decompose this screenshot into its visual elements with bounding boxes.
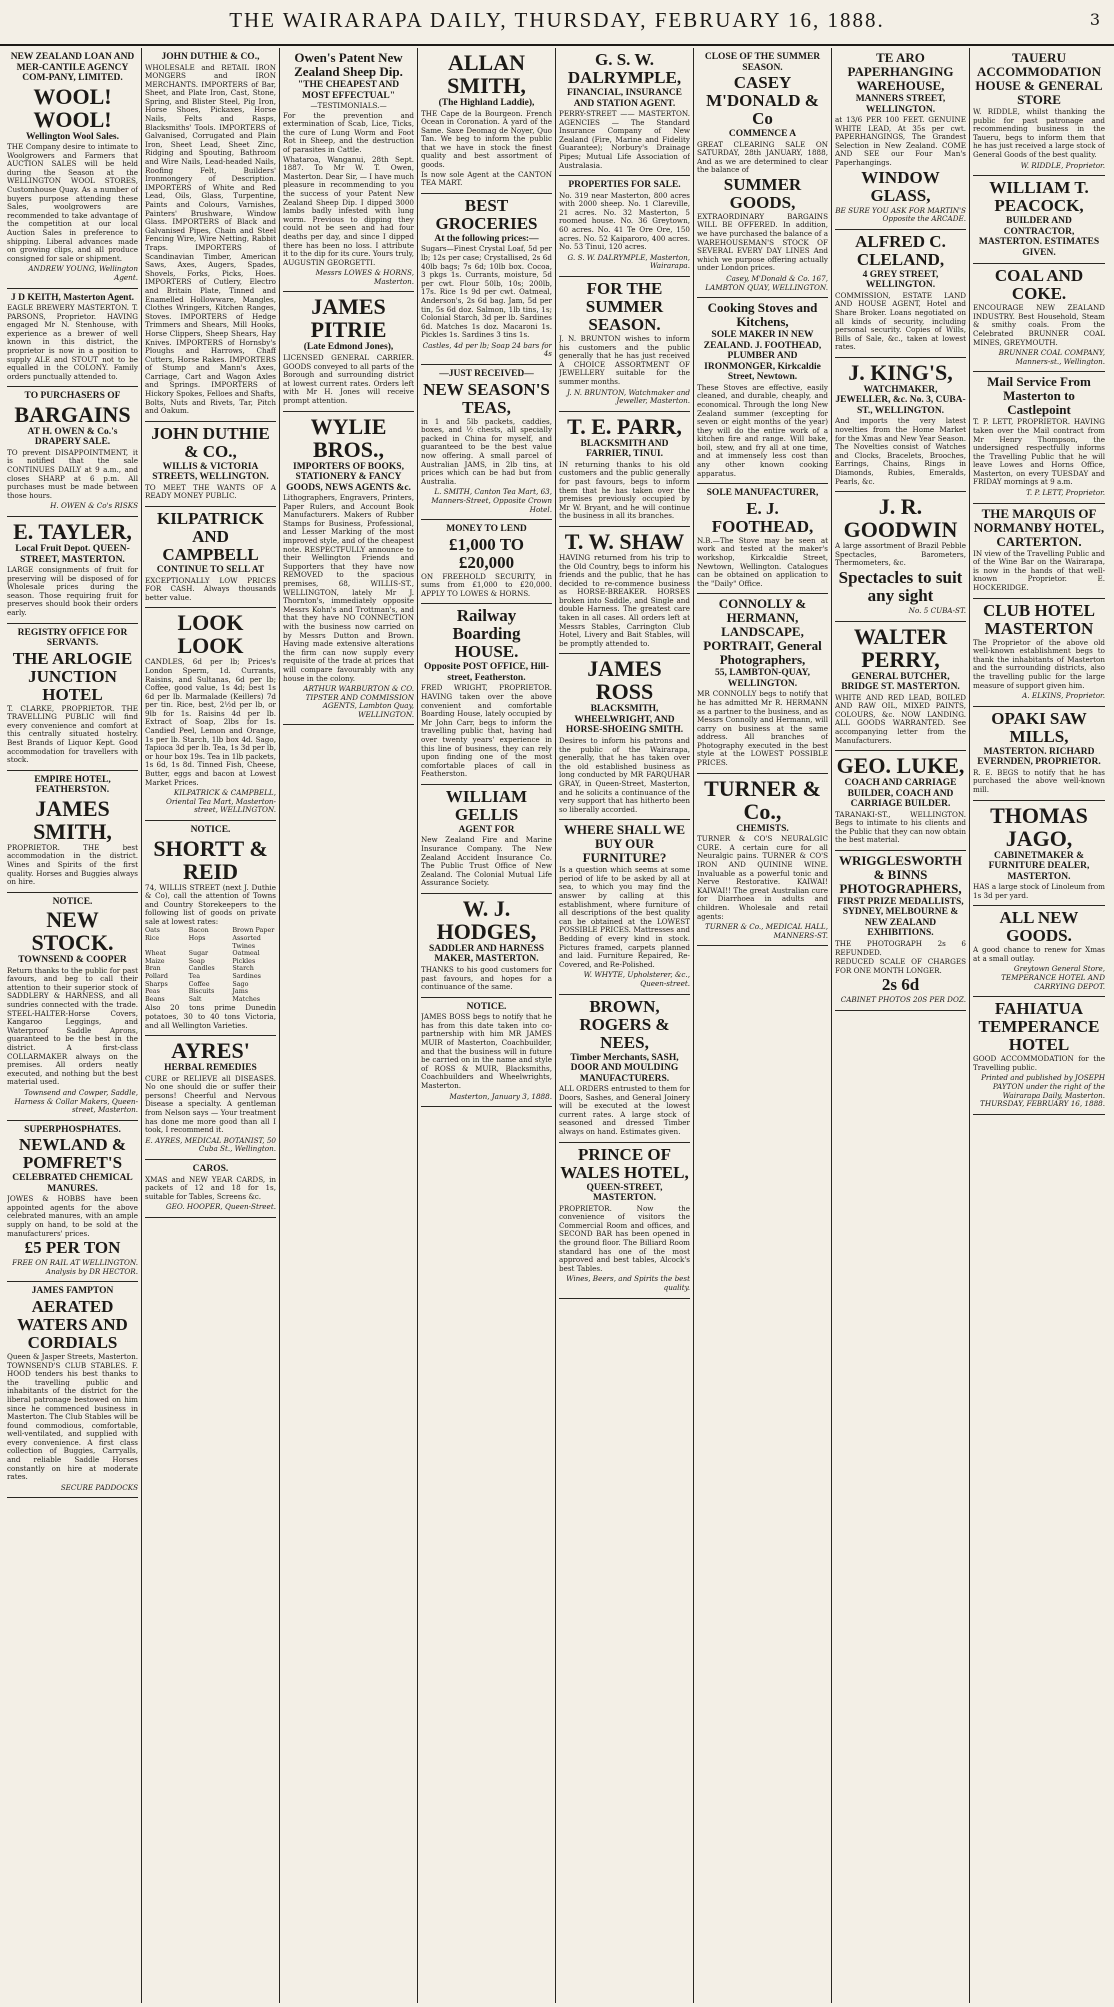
ad-title: THOMAS JAGO, xyxy=(990,802,1088,851)
advertisement xyxy=(7,517,138,624)
ad-body: IN view of the Travelling Public and of the Wine Bar on the Wairarapa, is now in the hands of that well-known Proprietor. E. HOCKERIDGE. xyxy=(973,548,1105,593)
ad-body: A large assortment of Brazil Pebble Spectacles, Barometers, Thermometers, &c. xyxy=(835,541,966,568)
ad-signature: G. S. W. DALRYMPLE, Masterton, Wairarapa. xyxy=(567,252,690,271)
advertisement xyxy=(835,851,966,1011)
column-7 xyxy=(832,48,970,2003)
ad-title: WILLIAM T. PEACOCK, xyxy=(989,178,1089,216)
advertisement xyxy=(145,422,276,507)
columns xyxy=(4,48,1110,2003)
list-item: Bacon xyxy=(188,926,209,935)
ad-price: £5 PER TON xyxy=(24,1238,121,1258)
advertisement xyxy=(697,594,828,773)
advertisement xyxy=(697,298,828,484)
ad-title: AERATED WATERS AND CORDIALS xyxy=(17,1296,128,1352)
ad-signature: H. OWEN & Co's RISKS xyxy=(50,501,138,511)
ad-title: WALTER PERRY, xyxy=(853,623,948,672)
ad-subtitle: GENERAL BUTCHER, BRIDGE ST. MASTERTON. xyxy=(841,671,960,693)
ad-body: 74, WILLIS STREET (next J. Duthie & Co), call the attention of Towns and Country Storekeepers to the following list of goods on private sale at lowest rates: xyxy=(145,882,276,926)
ad-heading: MONEY TO LEND xyxy=(446,524,527,535)
ad-title: THE MARQUIS OF NORMANBY HOTEL, CARTERTON. xyxy=(973,505,1105,549)
ad-body: W. RIDDLE, whilst thanking the public for past patronage and recommending business in the Taueru, begs to inform them that he has just received a large stock of General Goods of the best quality. xyxy=(973,107,1105,159)
ad-subtitle: QUEEN-STREET, MASTERTON. xyxy=(586,1182,663,1204)
list-item: Biscuits xyxy=(188,987,215,996)
ad-body: EAGLE BREWERY MASTERTON. T. PARSONS, Proprietor. HAVING engaged Mr N. Stenhouse, with experience as a brewer of well known in this district, the proprietor is now in a position to supply ALE and STOUT not to be equalled in the COLONY. Family orders punctually attended to. xyxy=(7,303,138,381)
page-number: 3 xyxy=(1089,10,1100,29)
list-item: Maize xyxy=(145,956,165,965)
list-item: Pollard xyxy=(145,972,168,981)
list-item: Assorted Twines xyxy=(232,934,261,950)
ad-body: Lithographers, Engravers, Printers, Paper Rulers, and Account Book Manufacturers. Makers of Rubber Stamps for Business, Professional, and Lesser Marking of the most improved style, and of the cheapest note. RESPECTFULLY announce to their Wellington Friends and Supporters that they have now REMOVED to the spacious premises, 68, WILLIS-ST., WELLINGTON, lately Mr J. Thornton's, immediately opposite Messrs Kohn's and Trottman's, and that they have NO CONNECTION with the business now carried on by Messrs Dutton and Brown. Having made extensive alterations the firm can now supply every requisite of the trade at prices that will compare favourably with any house in the colony. xyxy=(283,493,414,683)
ad-signature: E. AYRES, MEDICAL BOTANIST, 50 Cuba St., Wellington. xyxy=(145,1135,276,1154)
advertisement xyxy=(559,995,690,1143)
ad-body: LARGE consignments of fruit for preserving will be disposed of for Wholesale prices during the season. Those requiring fruit for preserves should book their orders early. xyxy=(7,565,138,617)
ad-body: HAS a large stock of Linoleum from 1s 3d per yard. xyxy=(973,882,1105,900)
ad-body: The Proprietor of the above old well-known establishment begs to thank the inhabitants of Masterton and the surrounding districts, also the travelling public for the large measure of support given him. xyxy=(973,637,1105,690)
ad-body: Desires to inform his patrons and the public of the Wairarapa, generally, that he has taken over the old established business as long conducted by MR FARQUHAR GRAY, in Queen-Street, Masterton, and he solicits a continuance of the very support that has hitherto been so liberally accorded. xyxy=(559,735,690,814)
advertisement xyxy=(283,48,414,292)
ad-body: in 1 and 5lb packets, caddies, boxes, and ½ chests, all specially packed in China for myself, and guaranteed to be the best value now offering. A small parcel of Australian JAMS, in 2lb tins, at prices which can be had but from Australia. xyxy=(421,416,552,486)
ad-body: MR CONNOLLY begs to notify that he has admitted Mr R. HERMANN as a partner to the business, and as Messrs Connolly and Hermann, will carry on business at the same address. All branches of Photography executed in the best style at the LOWEST POSSIBLE PRICES. xyxy=(697,689,828,768)
list-item: Soap xyxy=(188,956,205,965)
newspaper-title: THE WAIRARAPA DAILY, THURSDAY, FEBRUARY 16, 1888. xyxy=(229,8,885,32)
ad-body: GREAT CLEARING SALE ON SATURDAY, 28th JANUARY, 1888, And as we are determined to clear the balance of xyxy=(697,139,828,175)
ad-body: These Stoves are effective, easily cleaned, and durable, cheaply, and economical. Through the long New Zealand summer (excepting for seven or eight months of the year) they will do the entire work of a kitchen fire and range. Will bake, boil, stew, and fry all at one time, and at immensely less cost than any other known cooking apparatus. xyxy=(697,382,828,478)
ad-title: TURNER & Co., xyxy=(704,775,821,824)
ad-subtitle: MASTERTON. RICHARD EVERNDEN, PROPRIETOR. xyxy=(977,746,1101,768)
list-item: Sardines xyxy=(232,972,261,981)
ad-title: LOOK LOOK xyxy=(177,610,244,659)
ad-title: JAMES ROSS xyxy=(587,656,662,705)
ad-body: COMMISSION, ESTATE LAND AND HOUSE AGENT, Hotel and Share Broker. Loans negotiated on all kinds of security, including personal security. Copies of Wills, Bills of Sale, &c., taken at lowest rates. xyxy=(835,290,966,352)
advertisement xyxy=(421,604,552,785)
list-item: Oatmeal xyxy=(232,949,260,958)
advertisement xyxy=(835,751,966,851)
advertisement xyxy=(835,622,966,752)
ad-body: J. N. BRUNTON wishes to inform his customers and the public generally that he has just received A CHOICE ASSORTMENT OF JEWELLERY suitable for the summer months. xyxy=(559,334,690,386)
ad-display-line: Spectacles to suit any sight xyxy=(838,567,963,605)
ad-title: JAMES SMITH, xyxy=(33,795,112,844)
advertisement xyxy=(973,372,1105,503)
column-3 xyxy=(280,48,418,2003)
ad-body: PROPRIETOR. Now the convenience of visitors the Commercial Room and offices, and SECOND BAR has been opened in the ground floor. The Billiard Room standard has one of the most approved and best tables, Alcock's best Tables. xyxy=(559,1203,690,1273)
advertisement xyxy=(973,504,1105,599)
ad-title: FAHIATUA TEMPERANCE HOTEL xyxy=(978,999,1100,1055)
ad-body: THANKS to his good customers for past favours, and hopes for a continuance of the same. xyxy=(421,964,552,992)
ad-title: COAL AND COKE. xyxy=(994,266,1084,304)
ad-title: CONNOLLY & HERMANN, LANDSCAPE, PORTRAIT, General Photographers, xyxy=(703,596,822,668)
ad-body: LICENSED GENERAL CARRIER. GOODS conveyed to all parts of the Borough and surrounding district at lowest current rates. Orders left with Mr H. Jones will receive prompt attention. xyxy=(283,352,414,405)
ad-subtitle: WATCHMAKER, JEWELLER, &c. No. 3, CUBA-ST., WELLINGTON. xyxy=(835,384,966,416)
ad-heading: —JUST RECEIVED— xyxy=(439,369,534,380)
ad-heading: NOTICE. xyxy=(466,1001,507,1012)
ad-subtitle: WILLIS & VICTORIA STREETS, WELLINGTON. xyxy=(152,461,269,483)
ad-signature: SECURE PADDOCKS xyxy=(60,1482,138,1492)
ad-title: NEW SEASON'S TEAS, xyxy=(423,379,550,417)
advertisement xyxy=(7,387,138,517)
ad-signature: T. P. LETT, Proprietor. xyxy=(1026,488,1105,498)
advertisement xyxy=(973,801,1105,907)
advertisement xyxy=(421,894,552,998)
column-1 xyxy=(4,48,142,2003)
ad-title: WILLIAM GELLIS xyxy=(445,786,528,824)
list-item: Beans xyxy=(145,994,165,1003)
list-item: Coffee xyxy=(188,979,210,988)
ad-title: Mail Service From Masterton to Castlepoint xyxy=(987,374,1091,418)
ad-price: 2s 6d xyxy=(881,975,920,995)
ad-subtitle: SOLE MAKER IN NEW ZEALAND. J. FOOTHEAD, PLUMBER AND IRONMONGER, Kirkcaldie Street, Newtown. xyxy=(703,330,822,383)
ad-title: WYLIE BROS., xyxy=(310,413,387,462)
ad-body: New Zealand Fire and Marine Insurance Company. The New Zealand Accident Insurance Co. The Public Trust Office of New Zealand. The Colonial Mutual Life Assurance Society. xyxy=(421,835,552,888)
advertisement xyxy=(421,365,552,520)
ad-signature: No. 5 CUBA-ST. xyxy=(908,605,966,615)
ad-signature: GEO. HOOPER, Queen-Street. xyxy=(165,1202,276,1212)
ad-subtitle: TOWNSEND & COOPER xyxy=(18,955,127,966)
advertisement xyxy=(697,774,828,947)
ad-title: Owen's Patent New Zealand Sheep Dip. xyxy=(294,50,403,79)
ad-body-2: REDUCED SCALE OF CHARGES FOR ONE MONTH LONGER. xyxy=(835,957,966,975)
advertisement xyxy=(7,48,138,289)
column-2 xyxy=(142,48,280,2003)
ad-body: T. P. LETT, PROPRIETOR. HAVING taken over the Mail contract from Mr Henry Thompson, the undersigned respectfully informs the Travelling Public that he will leave Lowes and Horns Office, Masterton, on every TUESDAY and FRIDAY mornings at 9 a.m. xyxy=(973,417,1105,487)
ad-subtitle: FINANCIAL, INSURANCE AND STATION AGENT. xyxy=(566,88,683,109)
advertisement xyxy=(421,48,552,194)
advertisement xyxy=(697,484,828,594)
ad-signature: KILPATRICK & CAMPBELL, Oriental Tea Mart, Masterton-street, WELLINGTON. xyxy=(165,788,276,815)
ad-subtitle: CONTINUE TO SELL AT xyxy=(156,565,265,576)
advertisement xyxy=(559,820,690,994)
ad-subtitle: Opposite POST OFFICE, Hill-street, Featherston. xyxy=(424,662,549,683)
ad-body-2: Whataroa, Wanganui, 28th Sept. 1887. To Mr W. T. Owen, Masterton. Dear Sir, — I have much pleasure in recommending to you the success of your Patent New Zealand Sheep Dip. I dipped 3000 lambs badly infested with lung worm. Previous to dipping they could not be seen and had four deaths per day, and since I dipped there has been no loss. I attribute it to the dip for its cure. Yours truly, AUGUSTIN GEORGETTI. xyxy=(283,154,414,267)
ad-subtitle: BLACKSMITH, WHEELWRIGHT, AND HORSE-SHOEING SMITH. xyxy=(565,704,684,736)
ad-display-line: SUMMER GOODS, xyxy=(723,174,802,212)
ad-signature: Castles, 4d per lb; Soap 24 bars for 4s xyxy=(422,340,552,359)
ad-subtitle: IMPORTERS OF BOOKS, STATIONERY & FANCY GOODS, NEWS AGENTS &c. xyxy=(286,461,411,493)
list-item: Pickles xyxy=(232,956,256,965)
ad-subtitle: Timber Merchants, SASH, DOOR AND MOULDING MANUFACTURERS. xyxy=(570,1052,679,1084)
ad-title: T. W. SHAW xyxy=(564,528,685,554)
ad-title: NEW STOCK. xyxy=(31,907,114,956)
ad-signature: W. WHYTE, Upholsterer, &c., Queen-street. xyxy=(583,970,690,988)
advertisement xyxy=(973,48,1105,176)
ad-heading: CAROS. xyxy=(192,1164,229,1175)
ad-signature: Greytown General Store, TEMPERANCE HOTEL AND CARRYING DEPOT. xyxy=(1001,964,1105,991)
ad-heading: JAMES FAMPTON xyxy=(31,1286,114,1297)
ad-body: THE PHOTOGRAPH 2s 6 REFUNDED. xyxy=(835,938,966,957)
ad-body-2: Is now sole Agent at the CANTON TEA MART. xyxy=(421,169,552,188)
ad-body: T. CLARKE, PROPRIETOR. THE TRAVELLING PUBLIC will find every convenience and comfort at this centrally situated hostelry. Best Brands of Liquor Kept. Good accommodation for travellers with stock. xyxy=(7,703,138,765)
list-item: Candles xyxy=(188,964,215,973)
ad-subtitle: CHEMISTS. xyxy=(736,823,789,834)
list-item: Wheat xyxy=(145,949,166,958)
ad-heading: PROPERTIES FOR SALE. xyxy=(568,180,681,191)
advertisement xyxy=(835,230,966,358)
ad-signature: A. ELKINS, Proprietor. xyxy=(1022,691,1105,701)
ad-title: J. KING'S, xyxy=(848,359,953,385)
ad-subtitle: BUILDER AND CONTRACTOR, MASTERTON. ESTIMATES GIVEN. xyxy=(978,216,1100,258)
advertisement xyxy=(973,176,1105,264)
column-6 xyxy=(694,48,832,2003)
advertisement xyxy=(835,492,966,621)
ad-body: EXCEPTIONALLY LOW PRICES FOR CASH. Always thousands better value. xyxy=(145,575,276,602)
advertisement xyxy=(145,821,276,1036)
ad-body: No. 319 near Masterton, 800 acres with 2000 sheep. No. 1 Clareville, 21 acres. No. 32 Masterton, 5 roomed house. No. 36 Greytown, 60 acres. No. 41 Te Ore Ore, 150 acres. No. 52 Kaiparoro, 400 acres. No. 53 Tinui, 120 acres. xyxy=(559,190,690,252)
ad-body-2: EXTRAORDINARY BARGAINS WILL BE OFFERED. In addition, we have purchased the balance of a WAREHOUSEMAN'S STOCK OF SEVERAL EVERY DAY LINES And which we purpose offering actually under London prices. xyxy=(697,211,828,273)
advertisement xyxy=(973,997,1105,1115)
ad-signature: L. SMITH, Canton Tea Mart, 63, Manners-Street, Opposite Crown Hotel. xyxy=(431,487,552,514)
advertisement xyxy=(7,893,138,1121)
ad-body: THE Company desire to intimate to Woolgrowers and Farmers that AUCTION SALES will be held during the Season at the WELLINGTON WOOL STORES, Customhouse Quay. As a number of buyers purpose attending these Sales, woolgrowers are recommended to take advantage of the competition at our local Auction Sales in preference to shipping. Liberal advances made on growing clips, and all produce consigned for sale or shipment. xyxy=(7,142,138,263)
ad-body: TARANAKI-ST., WELLINGTON. Begs to intimate to his clients and the Public that they can now obtain the best material. xyxy=(835,809,966,845)
ad-subtitle: BLACKSMITH AND FARRIER, TINUI. xyxy=(580,438,669,460)
advertisement xyxy=(973,906,1105,997)
ad-body: TO MEET THE WANTS OF A READY MONEY PUBLIC. xyxy=(145,482,276,501)
list-item: Matches xyxy=(232,994,261,1003)
column-8 xyxy=(970,48,1108,2003)
ad-body: XMAS and NEW YEAR CARDS, in packets of 12 and 18 for 1s, suitable for Tables, Screens &c. xyxy=(145,1174,276,1201)
ad-body: IN returning thanks to his old customers and the public generally for past favours, begs to inform them that he has taken over the premises previously occupied by Mr W. Bryant, and he will continue the business in all its branches. xyxy=(559,459,690,521)
list-item: Hops xyxy=(188,934,206,943)
advertisement xyxy=(697,48,828,298)
ad-heading: CLOSE OF THE SUMMER SEASON. xyxy=(704,52,821,73)
ad-subtitle: SADDLER AND HARNESS MAKER, MASTERTON. xyxy=(428,943,545,965)
ad-title: G. S. W. DALRYMPLE, xyxy=(567,50,682,87)
ad-signature: Masterton, January 3, 1888. xyxy=(449,1091,552,1101)
ad-signature: FREE ON RAIL AT WELLINGTON. Analysis by DR HECTOR. xyxy=(12,1258,138,1276)
ad-heading: J D KEITH, Masterton Agent. xyxy=(11,292,134,303)
ad-title: KILPATRICK AND CAMPBELL xyxy=(156,509,265,565)
advertisement xyxy=(559,654,690,820)
ad-body: CURE or RELIEVE all DISEASES. No one should die or suffer their persons! Cheerful and Nervous Disease a specialty. A gentleman from Nelson says — Your treatment has done me more good than all I took, I recommend it. xyxy=(145,1073,276,1135)
ad-title: THE ARLOGIE JUNCTION HOTEL xyxy=(12,648,133,704)
list-item: Jams xyxy=(232,987,249,996)
ad-subtitle: CELEBRATED CHEMICAL MANURES. xyxy=(12,1173,133,1194)
ad-heading: NOTICE. xyxy=(52,896,93,907)
ad-title: BROWN, ROGERS & NEES, xyxy=(579,996,670,1052)
ad-title: AYRES' xyxy=(171,1038,250,1064)
ad-title: OPAKI SAW MILLS, xyxy=(991,708,1087,746)
advertisement xyxy=(7,624,138,771)
ad-signature: Casey, M'Donald & Co. 167, LAMBTON QUAY, WELLINGTON. xyxy=(705,274,828,292)
ad-title: FOR THE SUMMER SEASON. xyxy=(585,279,664,334)
ad-title: WHERE SHALL WE BUY OUR FURNITURE? xyxy=(563,822,686,866)
ad-item-list xyxy=(145,927,276,1003)
advertisement xyxy=(559,176,690,277)
list-item: Sugar xyxy=(188,949,209,958)
ad-body: ALL ORDERS entrusted to them for Doors, Sashes, and General Joinery will be executed at the lowest current rates. A large stock of seasoned and dressed Timber always on hand. Estimates given. xyxy=(559,1084,690,1137)
ad-subtitle: HERBAL REMEDIES xyxy=(164,1063,257,1074)
ad-title: T. E. PARR, xyxy=(567,413,682,439)
advertisement xyxy=(7,1121,138,1283)
ad-body: TURNER & CO'S NEURALGIC CURE. A certain cure for all Neuralgic pains. TURNER & CO'S IRON AND QUININE WINE. Invaluable as a powerful tonic and Nerve Restorative. KAIWAI! KAIWAI!! The great Australian cure for Diarrhoea in adults and children. Wholesale and retail agents: xyxy=(697,834,828,921)
ad-heading: JOHN DUTHIE & CO., xyxy=(161,52,260,62)
ad-title: BEST GROCERIES xyxy=(435,195,538,233)
ad-title: TE ARO PAPERHANGING WAREHOUSE, xyxy=(847,50,954,93)
ad-body: Sugars—Finest Crystal Loaf, 5d per lb; 12s per case; Crystallised, 2s 6d 40lb bags; 7s 6d; 10lb box. Cocoa, 3 pkgs 1s. Currants, moisture, 5d per cwt. Flour 50lb, 10s; 200lb, 17s. Rice 1s 9d per cwt. Oatmeal, Anderson's, 2s 6d bag. Jam, 5d per tin, 5s 6d doz. Salmon, 1lb tins, 1s; Colonial Starch, 3d per lb. Sardines 6d. Matches 1s doz. Macaroni 1s. Pickles 1s. Sardines 3 tins 1s. xyxy=(421,244,552,340)
ad-body: TO prevent DISAPPOINTMENT, it is notified that the sale CONTINUES DAILY at 9 a.m., and closes SHARP at 6 p.m. All purchases must be made between those hours. xyxy=(7,447,138,500)
ad-title: TAUERU ACCOMMODATION HOUSE & GENERAL STORE xyxy=(975,50,1103,107)
ad-signature: TURNER & Co., MEDICAL HALL, MANNERS-ST. xyxy=(705,922,828,940)
advertisement xyxy=(421,998,552,1107)
ad-title: £1,000 TO £20,000 xyxy=(449,534,524,572)
ad-title: ALLAN SMITH, xyxy=(447,50,526,98)
advertisement xyxy=(973,264,1105,372)
advertisement xyxy=(559,48,690,176)
advertisement xyxy=(145,1160,276,1218)
ad-title: SHORTT & REID xyxy=(153,835,268,884)
ad-testimonial-heading: —TESTIMONIALS.— xyxy=(310,101,387,110)
ad-title: E. J. FOOTHEAD, xyxy=(711,498,814,536)
list-item: Brown Paper xyxy=(232,926,275,935)
masthead xyxy=(0,0,1114,46)
ad-body: HAVING returned from his trip to the Old Country, begs to inform his friends and the public, that he has decided to re-commence business as HORSE-BREAKER. HORSES broken into Saddle, and Single and double Harness. The greatest care taken in all cases. All orders left at Messrs Stables, Carrington Club Hotel, Livery and Bait Stables, will be promptly attended to. xyxy=(559,552,690,648)
list-item: Oats xyxy=(145,926,160,935)
ad-signature: Wines, Beers, and Spirits the best quality. xyxy=(566,1274,690,1292)
advertisement xyxy=(283,412,414,726)
list-item: Sharps xyxy=(145,979,168,988)
ad-body: And imports the very latest novelties from the Home Market for the Xmas and New Year Season. The Novelties consist of Watches and Clocks, Bracelets, Brooches, Earrings, Chains, Rings in Diamonds, Rubies, Emeralds, Pearls, &c. xyxy=(835,416,966,486)
list-item: Peas xyxy=(145,987,160,996)
ad-signature: ANDREW YOUNG, Wellington Agent. xyxy=(28,264,138,282)
ad-title: WRIGGLESWORTH & BINNS PHOTOGRAPHERS, xyxy=(838,852,963,896)
ad-title: BARGAINS xyxy=(14,401,131,427)
advertisement xyxy=(973,707,1105,801)
advertisement xyxy=(283,292,414,411)
advertisement xyxy=(973,599,1105,707)
ad-heading: EMPIRE HOTEL, FEATHERSTON. xyxy=(34,774,111,796)
ad-title: WOOL! WOOL! xyxy=(33,83,112,132)
advertisement xyxy=(7,771,138,893)
ad-body: GOOD ACCOMMODATION for the Travelling public. xyxy=(973,1054,1105,1072)
ad-heading: SUPERPHOSPHATES. xyxy=(24,1124,121,1135)
ad-title: GEO. LUKE, xyxy=(836,753,965,779)
ad-subtitle: 4 GREY STREET, WELLINGTON. xyxy=(862,269,939,291)
advertisement xyxy=(835,48,966,230)
ad-body: CANDLES, 6d per lb; Prices's London Sperm, 1d. Currants, Raisins, and Sultanas, 6d per lb; Coffee, good value, 1s 4d; best 1s 6d per lb. Marmalade (Keillers) 7d per tin. Rice, best, 2½d per lb, or 9lb for 1s. Raisins 4d per lb. Extract of Soap, 2lbs for 1s. Candied Peel, Lemon and Orange, 1s per lb. Starch, 1lb box 4d. Sago, Tapioca 3d per lb. Tea, 1s 3d per lb, or hour box 19s. Tea in 1lb packets, 1s 6d, 1s 8d. Tinned Fish, Cheese, Butter, eggs and bacon at Lowest Market Prices. xyxy=(145,657,276,787)
ad-title: E. TAYLER, xyxy=(13,519,132,544)
ad-signature: BRUNNER COAL COMPANY, Manners-st., Wellington. xyxy=(998,348,1105,366)
ad-title: JAMES PITRIE xyxy=(310,294,387,343)
ad-heading: SOLE MANUFACTURER, xyxy=(706,488,819,499)
ad-subtitle: (Late Edmond Jones), xyxy=(303,342,394,353)
ad-title: Cooking Stoves and Kitchens, xyxy=(707,300,818,330)
ad-body: ENCOURAGE NEW ZEALAND INDUSTRY. Best Household, Steam & smithy coals. From the Celebrated BRUNNER COAL MINES, GREYMOUTH. xyxy=(973,303,1105,347)
advertisement xyxy=(421,194,552,365)
list-item: Bran xyxy=(145,964,161,973)
ad-body: Queen & Jasper Streets, Masterton. TOWNSEND'S CLUB STABLES. F. HOOD tenders his best thanks to the travelling public and inhabitants of the district for the liberal patronage bestowed on him since he commenced business in Masterton. The Club Stables will be found commodious, comfortable, well-ventilated, and supplied with every convenience. A first class collection of Buggies, Carryalls, and reliable Saddle Horses constantly on hire at moderate rates. xyxy=(7,1351,138,1482)
ad-body: PERRY-STREET —— MASTERTON. AGENCIES — The Standard Insurance Company of New Zealand (Fire, Marine and Fidelity Guarantee); Norbury's Drainage Pipes; Mutual Life Association of Australasia. xyxy=(559,109,690,170)
ad-body: at 13/6 PER 100 FEET. GENUINE WHITE LEAD, At 35s per cwt. PAPERHANGINGS, The Grandest Selection in New Zealand. COME AND SEE our Four Man's Paperhangings. xyxy=(835,115,966,167)
ad-title: JOHN DUTHIE & CO., xyxy=(151,423,270,461)
ad-subtitle: At the following prices:— xyxy=(434,233,539,244)
advertisement xyxy=(421,520,552,604)
ad-signature: J. N. BRUNTON, Watchmaker and Jeweller, Masterton. xyxy=(567,387,690,406)
ad-title: Railway Boarding HOUSE. xyxy=(452,606,521,662)
ad-display-line: WINDOW GLASS, xyxy=(861,167,940,205)
ad-body: WHOLESALE and RETAIL IRON MONGERS and IRON MERCHANTS. IMPORTERS of Bar, Sheet, and Plate Iron, Cast, Stone, Spring, and Blister Steel, Pig Iron, Horse Shoes, Pickaxes, Horse Nails, Felts and Rasps, Blacksmiths' Tools. IMPORTERS of Galvanised, Corrugated and Plain Iron, Sheet Lead, Sheet Zinc, Ridging and Spouting, Bathroom and Wire Nails, Lead-headed Nails, Roofing Felt, Builders' Ironmongery of Description. IMPORTERS of White and Red Lead, Oils, Glass, Turpentine, Paints and Colours, Varnishes, Painters' Brushware, Window Glass. IMPORTERS of Black and Galvanised Pipes, Chain and Steel Fencing Wire, Wire Netting, Rabbit Traps. IMPORTERS of Scandinavian Timber, American Saws, Axes, Augers, Spades, Shovels, Forks, Picks, Hoes. IMPORTERS of Cutlery, Electro and Britain Plate, Tinned and Enamelled Hollowware, Mangles, Clothes Wringers, Kitchen Ranges, Stoves. IMPORTERS of Hedge Trimmers and Shears, Mill Hooks, Horse Clippers, Sheep Shears, Hay Knives. IMPORTERS of Hornsby's Ploughs and Harrows, Chaff Cutters, Horse Rakes. IMPORTERS of Stump and Mann's Axes, Carriage, Cart and Wagon Axles and Springs. IMPORTERS of Hickory Spokes, Felloes and Shafts, Bolts, Nuts and Rivets, Tar, Pitch and Oakum. xyxy=(145,62,276,416)
advertisement xyxy=(559,527,690,655)
ad-extra: Also 20 tons prime Dunedin potatoes, 30 to 40 tons Victoria, and all Wellington Varieties. xyxy=(145,1003,276,1030)
ad-body: FRED WRIGHT, PROPRIETOR. HAVING taken over the above convenient and comfortable Boarding House, lately occupied by Mr John Carr, begs to inform the travelling public that, having had over twenty years' experience in this line of business, they can rely upon finding one of the most comfortable places of call in Featherston. xyxy=(421,683,552,779)
ad-subtitle: AT H. OWEN & Co.'s DRAPERY SALE. xyxy=(27,426,118,448)
ad-title: NEWLAND & POMFRET'S xyxy=(18,1135,127,1173)
ad-signature: Messrs LOWES & HORNS, Masterton. xyxy=(315,268,414,286)
list-item: Salt xyxy=(188,994,202,1003)
ad-subtitle: AGENT FOR xyxy=(458,824,515,835)
ad-subtitle: COACH AND CARRIAGE BUILDER, COACH AND CARRIAGE BUILDER. xyxy=(844,778,957,810)
ad-body: For the prevention and extermination of Scab, Lice, Ticks, the cure of Lung Worm and Foot Rot in Sheep, and the destruction of parasites in Cattle. xyxy=(283,110,414,154)
column-4 xyxy=(418,48,556,2003)
ad-title: J. R. GOODWIN xyxy=(843,494,958,543)
list-item: Rice xyxy=(145,934,160,943)
advertisement xyxy=(145,1036,276,1160)
ad-subtitle: COMMENCE A xyxy=(728,129,797,139)
advertisement xyxy=(559,1143,690,1299)
list-item: Sago xyxy=(232,979,249,988)
advertisement xyxy=(835,358,966,492)
ad-title: CLUB HOTEL MASTERTON xyxy=(983,600,1095,638)
advertisement xyxy=(559,412,690,527)
ad-body: Is a question which seems at some period of life to be asked by all at sea, to which you may find the answer by calling at this establishment, where furniture of all descriptions of the best quality can be obtained at the LOWEST POSSIBLE PRICES. Mattresses and Bedding of every kind in stock. Pictures framed, carpets planned and laid. Furniture Repaired, Re-Covered, and Re-Polished. xyxy=(559,865,690,969)
ad-body: JOWES & HOBBS have been appointed agents for the above celebrated manures, with an ample supply on hand, to be sold at the manufacturers' prices. xyxy=(7,1194,138,1238)
ad-signature: Townsend and Cowper, Saddle, Harness & Collar Makers, Queen-street, Masterton. xyxy=(14,1088,138,1115)
ad-subtitle: CABINETMAKER & FURNITURE DEALER, MASTERTON. xyxy=(988,850,1090,882)
ad-heading: NOTICE. xyxy=(190,825,231,835)
ad-body: R. E. BEGS to notify that he has purchased the above well-known mill. xyxy=(973,767,1105,794)
ad-heading: REGISTRY OFFICE FOR SERVANTS. xyxy=(17,627,128,649)
ad-body: PROPRIETOR. THE best accommodation in the district. Wines and Spirits of the first quality. Horses and Buggies always on hire. xyxy=(7,842,138,887)
ad-body: THE Cape de la Bourgeon. French Ocean in Coronation. A yard of the Same. Saxe Deomag de Noyer, Quo Tan. We beg to inform the public that we have in stock the finest quality and best assortment of goods. xyxy=(421,108,552,170)
ad-title: W. J. HODGES, xyxy=(436,895,537,944)
ad-signature: BE SURE YOU ASK FOR MARTIN'S Opposite the ARCADE. xyxy=(835,205,966,224)
advertisement xyxy=(7,1282,138,1498)
advertisement xyxy=(145,608,276,821)
ad-title: PRINCE OF WALES HOTEL, xyxy=(560,1144,689,1182)
advertisement xyxy=(145,507,276,608)
ad-subtitle: "THE CHEAPEST AND MOST EFFECTUAL" xyxy=(297,80,400,101)
ad-body: N.B.—The Stove may be seen at work and tested at the maker's workshop, Kirkcaldie Street, Newtown, Wellington. Catalogues can be obtained on application to the "Daily" Office. xyxy=(697,535,828,588)
ad-body: WHITE AND RED LEAD, BOILED AND RAW OIL, MIXED PAINTS, COLOURS, &c. NOW LANDING. ALL GOODS WARRANTED. See accompanying letter from the Manufacturers. xyxy=(835,692,966,745)
ad-signature: CABINET PHOTOS 20S PER DOZ. xyxy=(840,995,966,1005)
ad-signature: ARTHUR WARBURTON & CO. TIPSTER AND COMMISSION AGENTS, Lambton Quay, WELLINGTON. xyxy=(303,684,414,719)
ad-title: ALFRED C. CLELAND, xyxy=(855,231,946,269)
ad-body: A good chance to renew for Xmas at a small outlay. xyxy=(973,945,1105,963)
ad-subtitle: Local Fruit Depot. QUEEN-STREET, MASTERTON. xyxy=(15,544,130,565)
ad-title: CASEY M'DONALD & Co xyxy=(706,73,819,128)
ad-subtitle: (The Highland Laddie), xyxy=(438,98,535,108)
ad-body: ON FREEHOLD SECURITY, in sums from £1,000 to £20,000. APPLY TO LOWES & HORNS. xyxy=(421,571,552,598)
ad-title: ALL NEW GOODS. xyxy=(999,908,1079,946)
ad-heading: TO PURCHASERS OF xyxy=(24,391,121,402)
advertisement xyxy=(7,289,138,388)
ad-body: Return thanks to the public for past favours, and beg to call their attention to their superior stock of SADDLERY & HARNESS, and all sundries connected with the trade. STEEL-HALTER-Horse Covers, Kangaroo Leggings, and Waterproof Saddle Aprons, guaranteed to be the best in the district. A first-class COLLARMAKER always on the premises. All orders neatly executed, and nothing but the best material used. xyxy=(7,965,138,1087)
ad-signature: W. RIDDLE, Proprietor. xyxy=(1020,160,1105,170)
ad-subtitle: 55, LAMBTON-QUAY, WELLINGTON. xyxy=(715,668,810,689)
column-5 xyxy=(556,48,694,2003)
ad-heading: NEW ZEALAND LOAN AND MER-CANTILE AGENCY COM-PANY, LIMITED. xyxy=(10,52,135,83)
ad-subtitle: FIRST PRIZE MEDALLISTS, SYDNEY, MELBOURNE & NEW ZEALAND EXHIBITIONS. xyxy=(837,896,964,939)
ad-subtitle: MANNERS STREET, WELLINGTON. xyxy=(855,94,946,115)
ad-signature: Printed and published by JOSEPH PAYTON under the right of the Wairarapa Daily, Masterton. THURSDAY, FEBRUARY 16, 1888. xyxy=(980,1073,1105,1109)
ad-subtitle: Wellington Wool Sales. xyxy=(26,131,119,142)
advertisement xyxy=(145,48,276,422)
list-item: Starch xyxy=(232,964,254,973)
advertisement xyxy=(559,277,690,412)
ad-body: JAMES BOSS begs to notify that he has from this date taken into co-partnership with him MR JAMES MUIR of Masterton, Coachbuilder, and that the business will in future be carried on in the name and style of ROSS & MUIR, Blacksmiths, Coachbuilders and Wheelwrights, Masterton. xyxy=(421,1012,552,1090)
advertisement xyxy=(421,785,552,894)
list-item: Tea xyxy=(188,972,201,981)
